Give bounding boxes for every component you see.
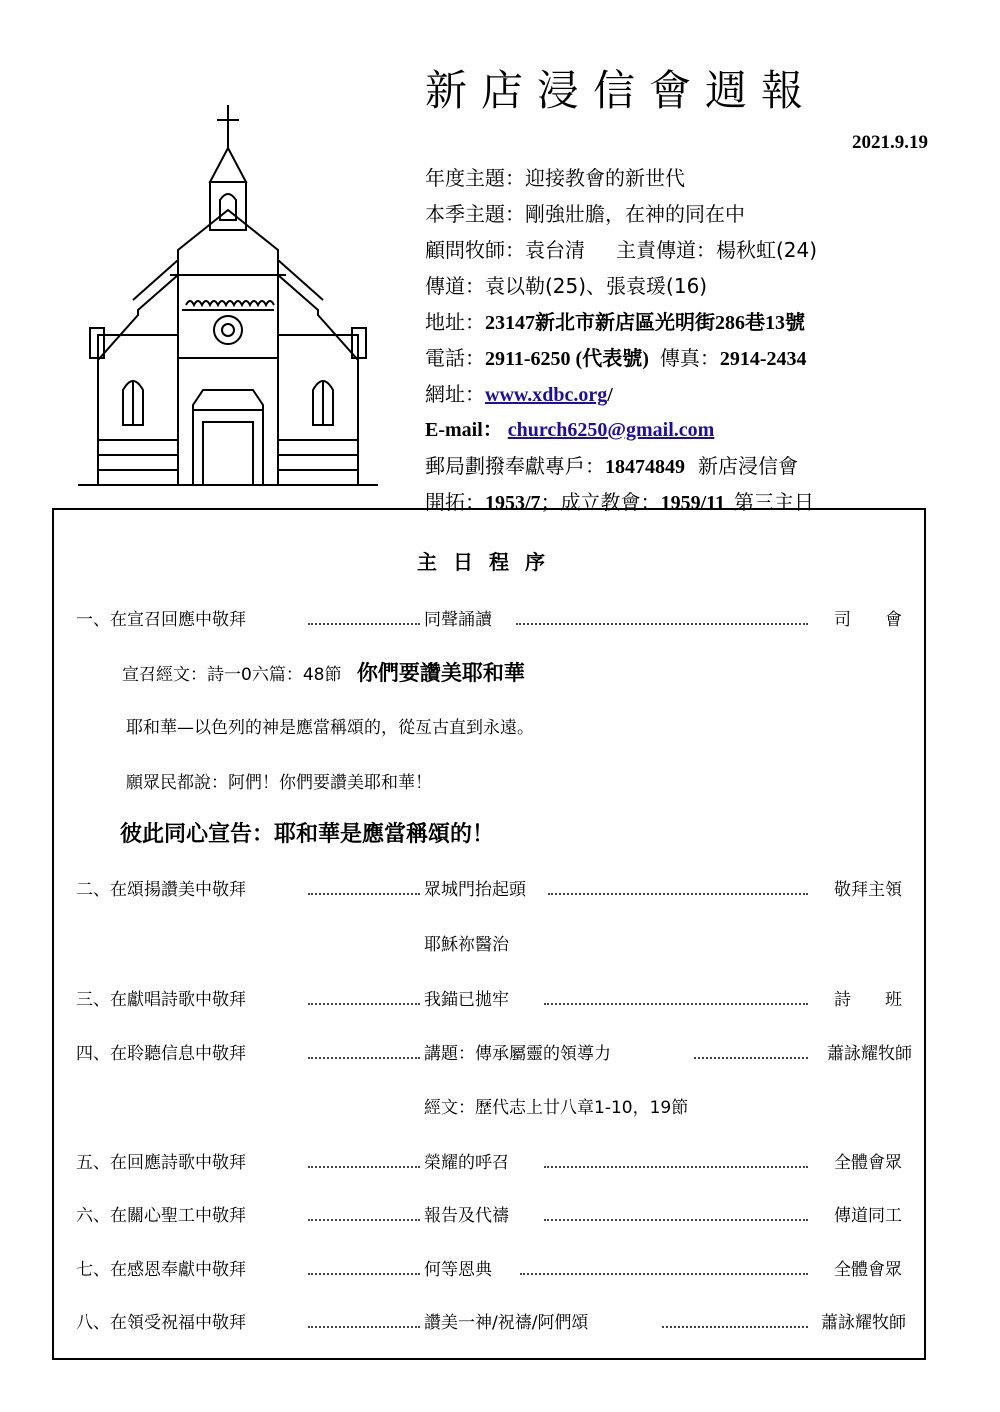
info-pastors: 顧問牧師：袁台清 主責傳道：楊秋虹(24)	[425, 238, 818, 262]
info-email: E-mail： church6250@gmail.com	[425, 419, 715, 441]
arch-frieze	[186, 301, 274, 305]
second-song: 耶穌祢醫治	[424, 935, 509, 955]
bulletin-date: 2021.9.19	[852, 132, 928, 153]
info-phone: 電話：2911-6250 (代表號) 傳真：2914-2434	[425, 346, 807, 370]
info-season-theme: 本季主題：剛強壯膽，在神的同在中	[425, 202, 745, 226]
program-row: 七、在感恩奉獻中敬拜 何等恩典 全體會眾	[76, 1260, 902, 1280]
call-reference: 宣召經文：詩一0六篇：48節 你們要讚美耶和華	[122, 661, 525, 685]
info-postal: 郵局劃撥奉獻專戶：18474849 新店浸信會	[425, 454, 798, 478]
church-illustration	[78, 100, 388, 500]
declaration: 彼此同心宣告：耶和華是應當稱頌的！	[120, 822, 495, 847]
info-website: 網址：www.xdbc.org/	[425, 382, 613, 406]
website-link[interactable]: www.xdbc.org	[485, 384, 608, 406]
email-link[interactable]: church6250@gmail.com	[507, 419, 715, 441]
call-line-1: 耶和華—以色列的神是應當稱頌的，從亙古直到永遠。	[126, 718, 534, 738]
call-heading: 你們要讚美耶和華	[356, 661, 525, 685]
program-row: 五、在回應詩歌中敬拜 榮耀的呼召 全體會眾	[76, 1153, 902, 1173]
program-row: 八、在領受祝福中敬拜 讚美一神/祝禱/阿們頌 蕭詠耀牧師	[76, 1313, 906, 1333]
church-info	[425, 160, 945, 520]
door	[203, 422, 253, 485]
program-row: 二、在頌揚讚美中敬拜 眾城門抬起頭 敬拜主領	[76, 880, 902, 900]
info-founding: 開拓：1953/7；成立教會：1959/11 第三主日	[425, 490, 815, 514]
left-wing	[98, 335, 178, 485]
right-wing	[278, 335, 358, 485]
program-title: 主日程序	[417, 550, 561, 574]
scripture: 經文：歷代志上廿八章1-10，19節	[424, 1098, 689, 1118]
steeple-spire	[210, 148, 246, 182]
program-row: 三、在獻唱詩歌中敬拜 我錨已拋牢 詩 班	[76, 990, 902, 1010]
info-annual-theme: 年度主題：迎接教會的新世代	[425, 166, 685, 190]
info-preachers: 傳道：袁以勒(25)、張袁瑗(16)	[425, 274, 708, 298]
program-row: 四、在聆聽信息中敬拜 講題：傳承屬靈的領導力 蕭詠耀牧師	[76, 1044, 912, 1064]
program-box	[52, 508, 926, 1360]
bulletin-title: 新店浸信會週報	[425, 66, 818, 115]
program-row: 一、在宣召回應中敬拜 同聲誦讀 司 會	[76, 610, 902, 630]
call-line-2: 願眾民都說：阿們！你們要讚美耶和華！	[126, 773, 432, 793]
info-address: 地址：23147新北市新店區光明街286巷13號	[425, 310, 805, 334]
steeple-window	[220, 194, 236, 220]
rose-window	[214, 316, 242, 344]
steeple-tower	[210, 182, 246, 230]
program-row: 六、在關心聖工中敬拜 報告及代禱 傳道同工	[76, 1206, 902, 1226]
